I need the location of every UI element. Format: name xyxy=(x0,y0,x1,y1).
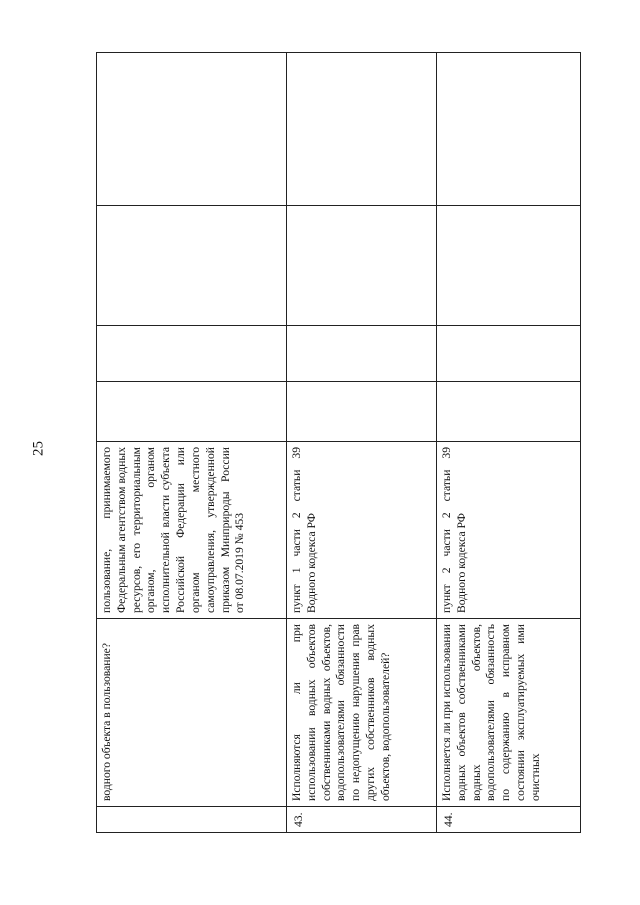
answer-no-cell xyxy=(97,326,287,382)
row-number-cell: 44. xyxy=(437,807,581,833)
not-applicable-cell xyxy=(97,206,287,326)
not-applicable-cell xyxy=(437,206,581,326)
legal-basis-cell: пункт 2 части 2 статьи 39 Водного кодекса РФ xyxy=(437,442,581,619)
question-cell: Исполняется ли при использовании водных объектов собственниками водных объектов, водопользователями обязанность по содержанию в исправном состоянии эксплуатируемых ими очистных xyxy=(437,619,581,807)
question-cell: Исполняются ли при использовании водных объектов собственниками водных объектов, водопользователями обязанности по недопущению нарушения прав других собственников водных объектов, водопользователей? xyxy=(287,619,437,807)
note-cell xyxy=(437,53,581,206)
not-applicable-cell xyxy=(287,206,437,326)
answer-no-cell xyxy=(287,326,437,382)
answer-no-cell xyxy=(437,326,581,382)
table-row xyxy=(437,53,581,833)
table-row xyxy=(287,53,437,833)
answer-yes-cell xyxy=(287,382,437,442)
row-number-cell xyxy=(97,807,287,833)
table-row xyxy=(97,53,287,833)
legal-basis-cell: пользование, принимаемого Федеральным агентством водных ресурсов, его территориальным органом, органом исполнительной власти субъекта Российской Федерации или органом местного самоуправления, утвержденной приказом Минприроды России от 08.07.2019 № 453 xyxy=(97,442,287,619)
note-cell xyxy=(97,53,287,206)
checklist-table-rotated xyxy=(96,53,580,833)
row-number-cell: 43. xyxy=(287,807,437,833)
legal-basis-cell: пункт 1 части 2 статьи 39 Водного кодекса РФ xyxy=(287,442,437,619)
answer-yes-cell xyxy=(437,382,581,442)
note-cell xyxy=(287,53,437,206)
checklist-table xyxy=(96,52,581,833)
question-cell: водного объекта в пользование? xyxy=(97,619,287,807)
page-number: 25 xyxy=(30,441,47,456)
answer-yes-cell xyxy=(97,382,287,442)
